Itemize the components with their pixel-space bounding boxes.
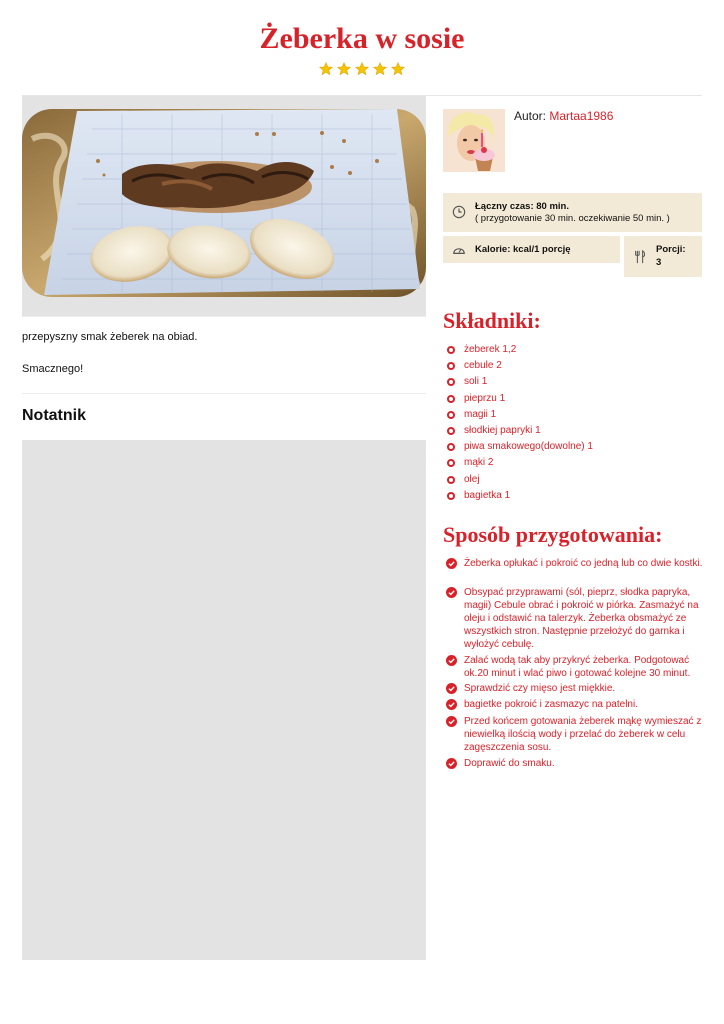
author-line xyxy=(514,109,613,123)
portions-value: 3 xyxy=(656,257,662,268)
ingredient-text: żeberek 1,2 xyxy=(464,344,517,355)
calories-label: Kalorie: kcal/1 porcję xyxy=(475,244,571,255)
step-text: Doprawić do smaku. xyxy=(464,758,555,769)
preparation-step xyxy=(443,654,703,680)
recipe-photo xyxy=(22,109,426,297)
preparation-step xyxy=(443,682,703,695)
ingredient-text: magii 1 xyxy=(464,408,497,420)
check-circle-icon xyxy=(446,683,457,694)
check-circle-icon xyxy=(446,587,457,598)
ingredient-item xyxy=(443,375,703,391)
ring-bullet-icon xyxy=(447,492,455,500)
ingredient-text: pieprzu 1 xyxy=(464,392,506,404)
clock-icon xyxy=(452,205,466,219)
total-time-detail: ( przygotowanie 30 min. oczekiwanie 50 min. ) xyxy=(475,213,670,224)
recipe-description xyxy=(22,316,426,394)
check-circle-icon xyxy=(446,655,457,666)
ingredients-list xyxy=(443,343,703,505)
step-text: Przed końcem gotowania żeberek mąkę wymieszać z niewielką ilością wody i przelać do żeberek w celu zagęszczenia sosu. xyxy=(464,716,702,753)
scale-icon xyxy=(452,242,466,256)
step-text: bagietke pokroić i zasmazyc na patelni. xyxy=(464,699,638,710)
ingredient-item xyxy=(443,343,703,359)
author-link[interactable]: Martaa1986 xyxy=(549,109,614,123)
check-circle-icon xyxy=(446,699,457,710)
ingredient-text: słodkiej papryki 1 xyxy=(464,424,541,436)
ingredient-item xyxy=(443,456,703,472)
ring-bullet-icon xyxy=(447,346,455,354)
ingredient-item xyxy=(443,408,703,424)
notes-heading: Notatnik xyxy=(22,407,86,424)
star-icon xyxy=(391,62,405,76)
ingredient-text: piwa smakowego(dowolne) 1 xyxy=(464,441,593,453)
check-circle-icon xyxy=(446,716,457,727)
step-text: Obsypać przyprawami (sól, pieprz, słodka papryka, magii) Cebule obrać i pokroić w piórka. Zasmażyć na oleju i odstawić na talerzyk. Żeberka obsmażyć ze wszystkich stron. Następnie przełożyć do garnka i wyłożyć cebulę. xyxy=(464,587,699,650)
ingredient-item xyxy=(443,359,703,375)
ingredient-item xyxy=(443,424,703,440)
cutlery-icon xyxy=(633,250,647,264)
ingredients-heading: Składniki: xyxy=(443,308,541,333)
total-time-label: Łączny czas: 80 min. xyxy=(475,201,569,212)
description-text: przepyszny smak żeberek na obiad. xyxy=(22,331,198,343)
check-circle-icon xyxy=(446,558,457,569)
ingredient-text: cebule 2 xyxy=(464,360,502,372)
preparation-step xyxy=(443,557,703,570)
preparation-step xyxy=(443,715,703,754)
author-avatar[interactable] xyxy=(443,109,505,172)
ring-bullet-icon xyxy=(447,427,455,435)
step-text: Sprawdzić czy mięso jest miękkie. xyxy=(464,683,616,694)
portions-box xyxy=(624,236,702,277)
ring-bullet-icon xyxy=(447,362,455,370)
recipe-photo-frame xyxy=(22,96,426,316)
step-text: Zalać wodą tak aby przykryć żeberka. Podgotować ok.20 minut i wlać piwo i gotować kolejne 30 minut. xyxy=(464,655,691,679)
closing-text: Smacznego! xyxy=(22,363,84,375)
portions-label: Porcji: xyxy=(656,244,686,255)
calories-box xyxy=(443,236,620,263)
ingredient-text: olej xyxy=(464,473,480,485)
rating-stars xyxy=(0,62,724,76)
author-label: Autor: xyxy=(514,109,547,123)
preparation-step xyxy=(443,698,703,711)
star-icon xyxy=(337,62,351,76)
preparation-step xyxy=(443,757,703,770)
total-time-box xyxy=(443,193,702,232)
ring-bullet-icon xyxy=(447,411,455,419)
ingredient-item xyxy=(443,440,703,456)
preparation-heading: Sposób przygotowania: xyxy=(443,522,663,547)
ingredient-item xyxy=(443,392,703,408)
ring-bullet-icon xyxy=(447,476,455,484)
ring-bullet-icon xyxy=(447,443,455,451)
step-text: Żeberka opłukać i pokroić co jedną lub co dwie kostki. xyxy=(464,558,703,569)
check-circle-icon xyxy=(446,758,457,769)
ring-bullet-icon xyxy=(447,395,455,403)
preparation-step xyxy=(443,586,703,651)
ingredient-text: soli 1 xyxy=(464,376,488,388)
star-icon xyxy=(355,62,369,76)
star-icon xyxy=(373,62,387,76)
ring-bullet-icon xyxy=(447,459,455,467)
ingredient-item xyxy=(443,489,703,505)
ingredient-item xyxy=(443,473,703,489)
ingredient-text: mąki 2 xyxy=(464,457,494,469)
ingredient-text: bagietka 1 xyxy=(464,489,511,501)
star-icon xyxy=(319,62,333,76)
notes-area[interactable] xyxy=(22,440,426,960)
recipe-title: Żeberka w sosie xyxy=(259,22,465,55)
ring-bullet-icon xyxy=(447,378,455,386)
